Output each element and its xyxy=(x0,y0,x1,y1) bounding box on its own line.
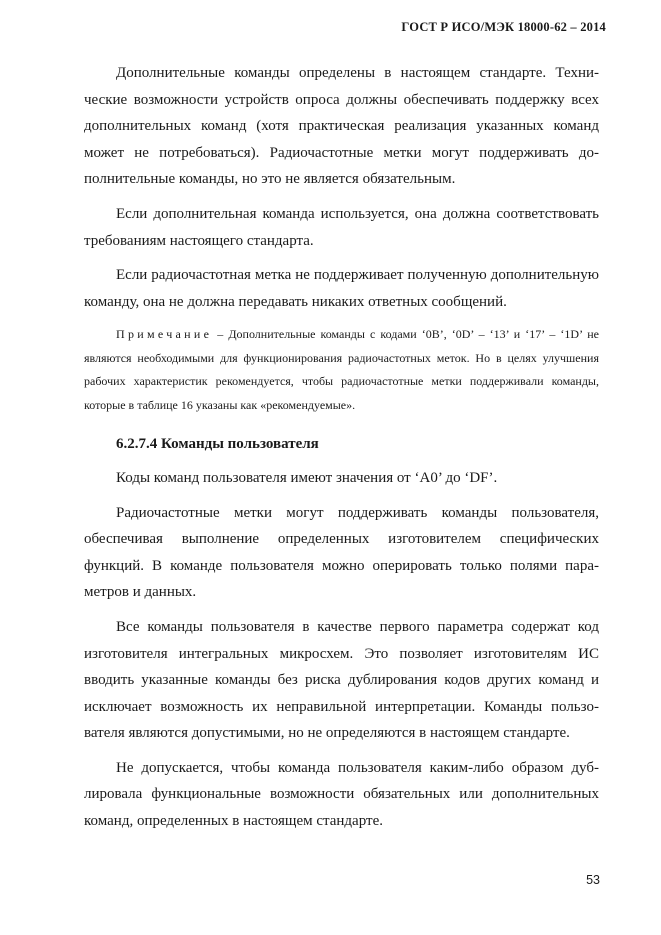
paragraph-optional-command-requirements: Если дополнительная команда используется, она должна соответствовать требованиям настоящего стандарта. xyxy=(84,205,599,249)
paragraph-user-command-manufacturer-code: Все команды пользователя в качестве первого параметра содержат код изготовителя интегральных микросхем. Это позволяет изготовителям ИС вводить указанные команды без риска дублирования кодов других команд и исключает возможность их неправильной интерпретации. Команды пользователя являются допустимыми, но не определяются в настоящем стандарте. xyxy=(84,618,599,742)
document-body xyxy=(84,60,599,843)
paragraph-user-command-support: Радиочастотные метки могут поддерживать команды пользователя, обеспечивая выполнение определенных изготовителем специфических функций. В команде пользователя можно оперировать только полями параметров и данных. xyxy=(84,504,599,601)
section-heading: 6.2.7.4 Команды пользователя xyxy=(116,436,319,453)
note xyxy=(84,323,599,417)
document-header: ГОСТ Р ИСО/МЭК 18000-62 – 2014 xyxy=(401,20,606,34)
paragraph-user-command-no-duplication: Не допускается, чтобы команда пользователя каким-либо образом дублировала функциональные возможности обязательных или дополнительных команд, определенных в настоящем стандарте. xyxy=(84,759,599,830)
note-text: – Дополнительные команды с кодами ‘0B’, ‘0D’ – ‘13’ и ‘17’ – ‘1D’ не являются необходимыми для функционирования радиочастотных меток. Но в целях улучшения рабочих характеристик рекомендуется, чтобы радиочастотные метки поддерживали команды, которые в таблице 16 указаны как «рекомендуемые». xyxy=(84,327,599,412)
note-label: Примечание xyxy=(116,327,213,342)
paragraph-unsupported-command: Если радиочастотная метка не поддерживает полученную дополнительную команду, она не должна передавать никаких ответных сообщений. xyxy=(84,267,599,310)
paragraph-optional-commands: Дополнительные команды определены в настоящем стандарте. Технические возможности устройств опроса должны обеспечивать поддержку всех дополнительных команд (хотя практическая реализация указанных команд может не потребоваться). Радиочастотные метки могут поддерживать дополнительные команды, но это не является обязательным. xyxy=(84,65,599,188)
paragraph-user-command-codes: Коды команд пользователя имеют значения от ‘A0’ до ‘DF’. xyxy=(116,469,498,486)
page-number: 53 xyxy=(586,873,600,887)
